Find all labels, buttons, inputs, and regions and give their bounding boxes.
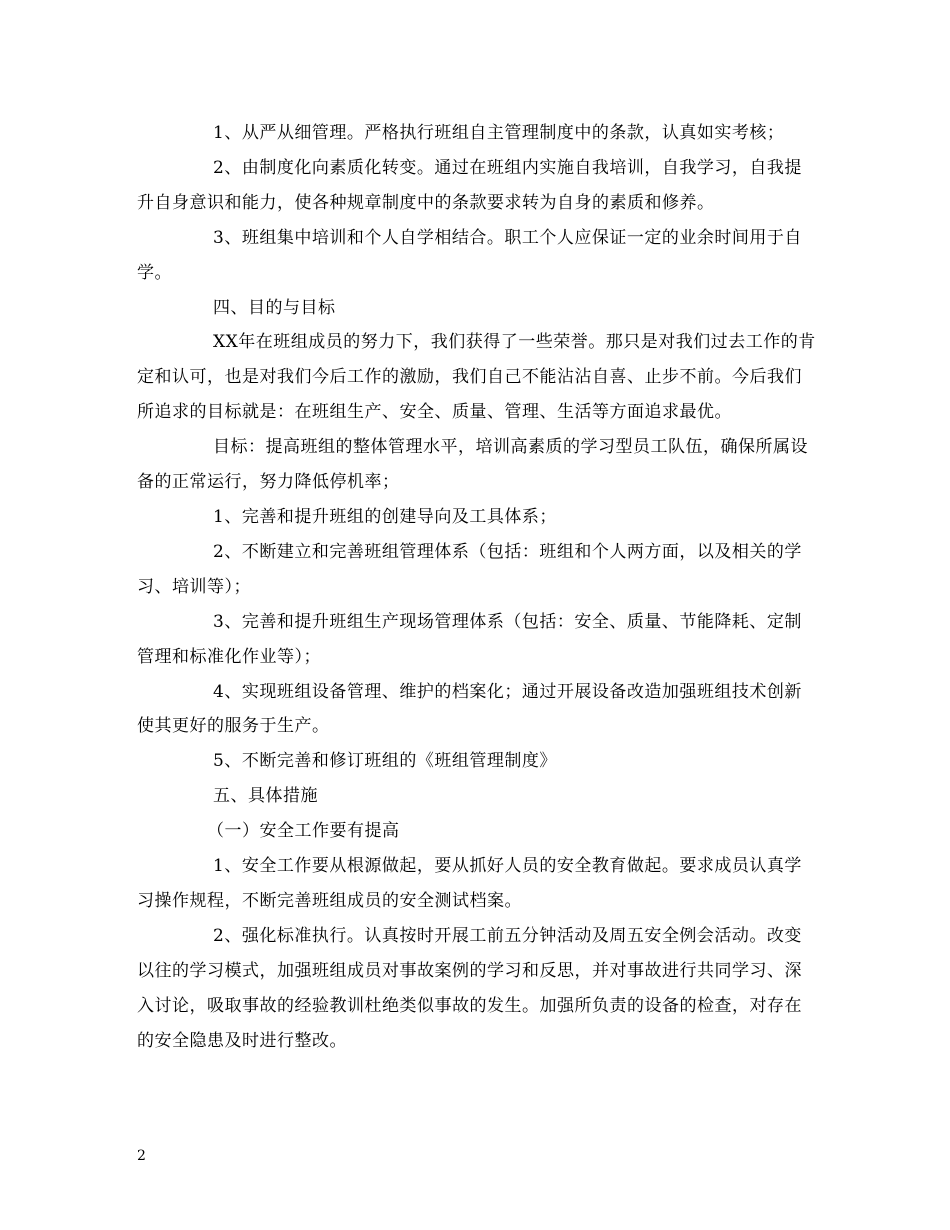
paragraph-item-3: 3、班组集中培训和个人自学相结合。职工个人应保证一定的业余时间用于自学。: [137, 227, 802, 283]
goal-item-1: 1、完善和提升班组的创建导向及工具体系；: [213, 506, 557, 527]
document-body: [137, 116, 817, 1058]
paragraph-item-2: 2、由制度化向素质化转变。通过在班组内实施自我培训，自我学习，自我提升自身意识和能力，使各种规章制度中的条款要求转为自身的素质和修养。: [137, 157, 802, 213]
safety-item-1: 1、安全工作要从根源做起，要从抓好人员的安全教育做起。要求成员认真学习操作规程，不断完善班组成员的安全测试档案。: [137, 856, 802, 911]
goal-item-5: 5、不断完善和修订班组的《班组管理制度》: [213, 751, 557, 772]
section-heading-measures: 五、具体措施: [213, 786, 318, 807]
paragraph-honors: XX年在班组成员的努力下，我们获得了一些荣誉。那只是对我们过去工作的肯定和认可，也是对我们今后工作的激励，我们自己不能沾沾自喜、止步不前。今后我们所追求的目标就是：在班组生产、安全、质量、管理、生活等方面追求最优。: [137, 332, 816, 423]
goal-item-4: 4、实现班组设备管理、维护的档案化；通过开展设备改造加强班组技术创新使其更好的服务于生产。: [137, 681, 802, 737]
goal-item-3: 3、完善和提升班组生产现场管理体系（包括：安全、质量、节能降耗、定制管理和标准化作业等）；: [137, 611, 802, 667]
paragraph-target: 目标：提高班组的整体管理水平，培训高素质的学习型员工队伍，确保所属设备的正常运行，努力降低停机率；: [137, 437, 808, 493]
goal-item-2: 2、不断建立和完善班组管理体系（包括：班组和个人两方面，以及相关的学习、培训等）；: [137, 541, 802, 597]
section-heading-goals: 四、目的与目标: [213, 297, 336, 318]
page-number: 2: [137, 1148, 146, 1164]
paragraph-item-1: 1、从严从细管理。严格执行班组自主管理制度中的条款，认真如实考核；: [213, 123, 785, 143]
subsection-heading-safety: （一）安全工作要有提高: [207, 821, 400, 842]
safety-item-2: 2、强化标准执行。认真按时开展工前五分钟活动及周五安全例会活动。改变以往的学习模式，加强班组成员对事故案例的学习和反思，并对事故进行共同学习、深入讨论，吸取事故的经验教训杜绝类似事故的发生。加强所负责的设备的检查，对存在的安全隐患及时进行整改。: [137, 925, 802, 1051]
